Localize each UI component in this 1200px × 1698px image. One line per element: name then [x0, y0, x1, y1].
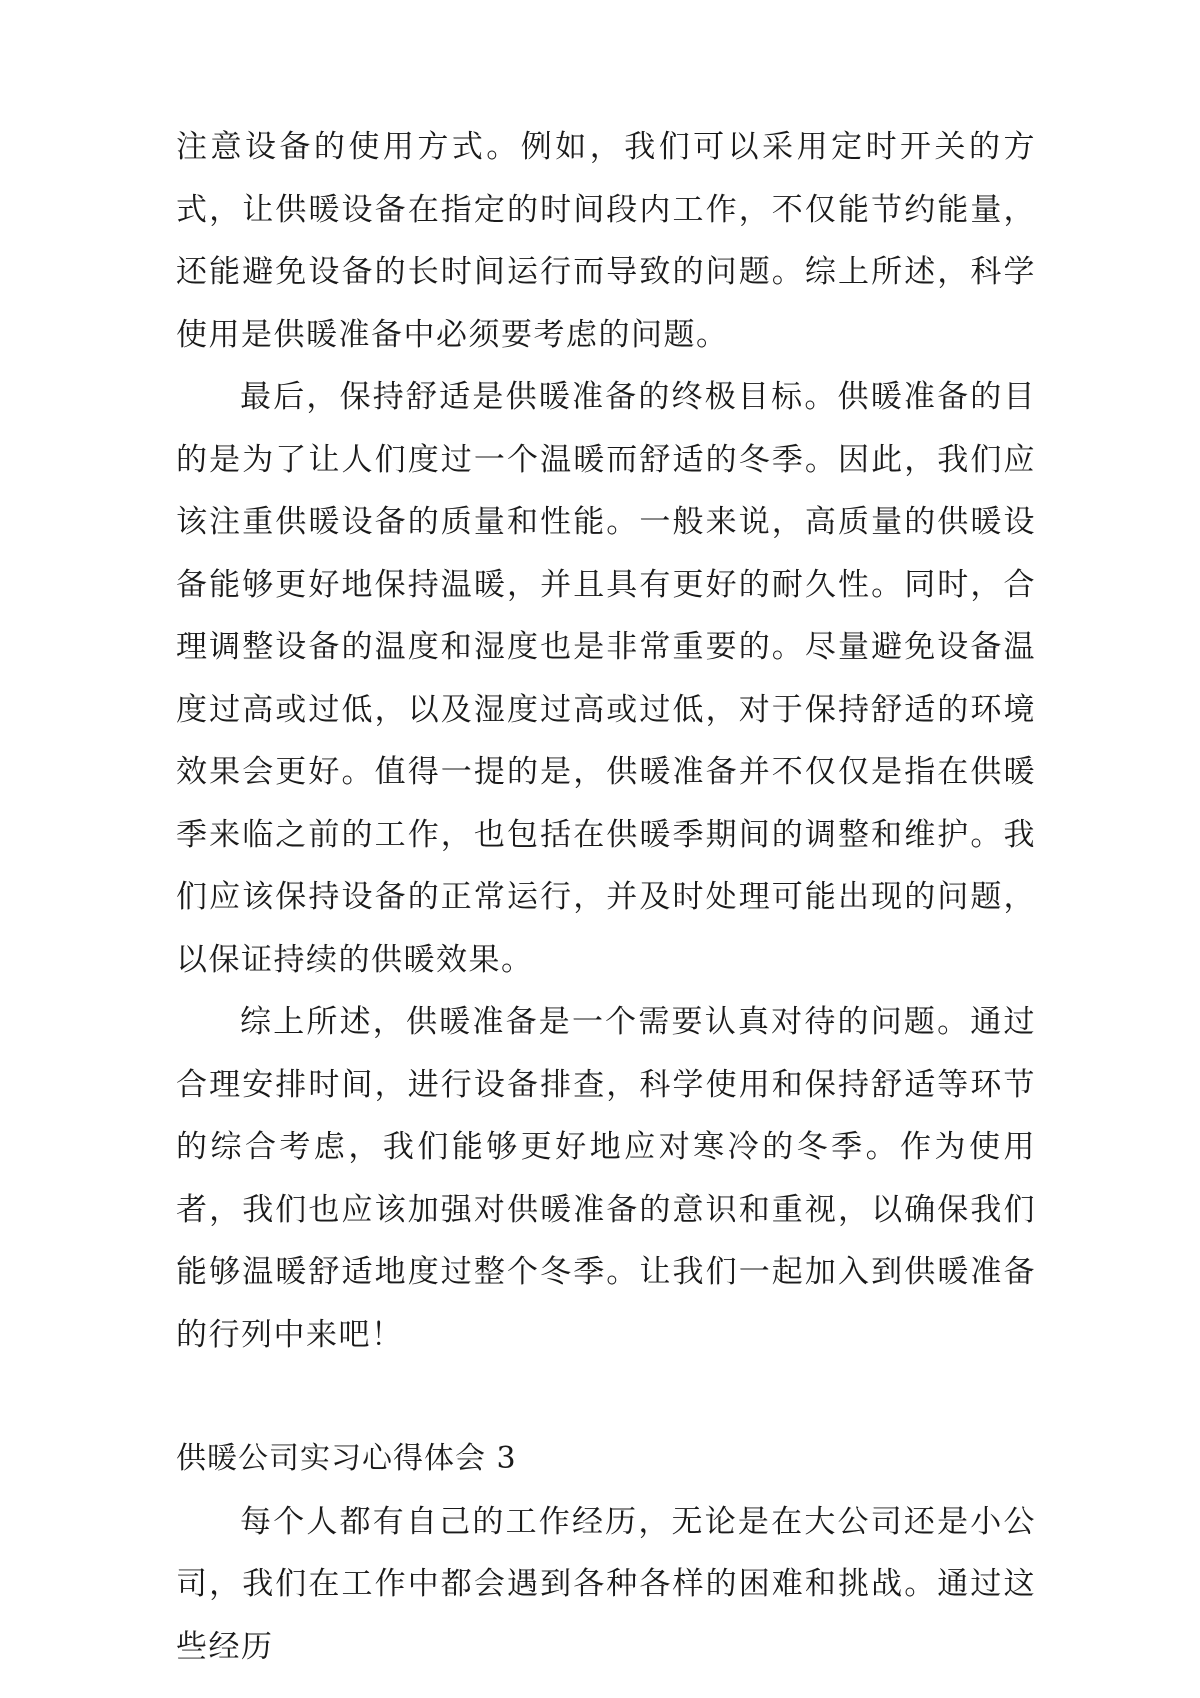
- paragraph-section3-start: 每个人都有自己的工作经历，无论是在大公司还是小公司，我们在工作中都会遇到各种各样的困难和挑战。通过这些经历: [176, 1503, 1036, 1665]
- paragraph-finally: 最后，保持舒适是供暖准备的终极目标。供暖准备的目的是为了让人们度过一个温暖而舒适的冬季。因此，我们应该注重供暖设备的质量和性能。一般来说，高质量的供暖设备能够更好地保持温暖，并且具有更好的耐久性。同时，合理调整设备的温度和湿度也是非常重要的。尽量避免设备温度过高或过低，以及湿度过高或过低，对于保持舒适的环境效果会更好。值得一提的是，供暖准备并不仅仅是指在供暖季来临之前的工作，也包括在供暖季期间的调整和维护。我们应该保持设备的正常运行，并及时处理可能出现的问题，以保证持续的供暖效果。: [176, 379, 1036, 978]
- paragraph-summary: 综上所述，供暖准备是一个需要认真对待的问题。通过合理安排时间，进行设备排查，科学使用和保持舒适等环节的综合考虑，我们能够更好地应对寒冷的冬季。作为使用者，我们也应该加强对供暖准备的意识和重视，以确保我们能够温暖舒适地度过整个冬季。让我们一起加入到供暖准备的行列中来吧！: [176, 1004, 1036, 1353]
- document-body: [176, 116, 1036, 1678]
- paragraph-continued: 注意设备的使用方式。例如，我们可以采用定时开关的方式，让供暖设备在指定的时间段内工作，不仅能节约能量，还能避免设备的长时间运行而导致的问题。综上所述，科学使用是供暖准备中必须要考虑的问题。: [176, 129, 1036, 353]
- section-heading: 供暖公司实习心得体会 3: [176, 1441, 517, 1476]
